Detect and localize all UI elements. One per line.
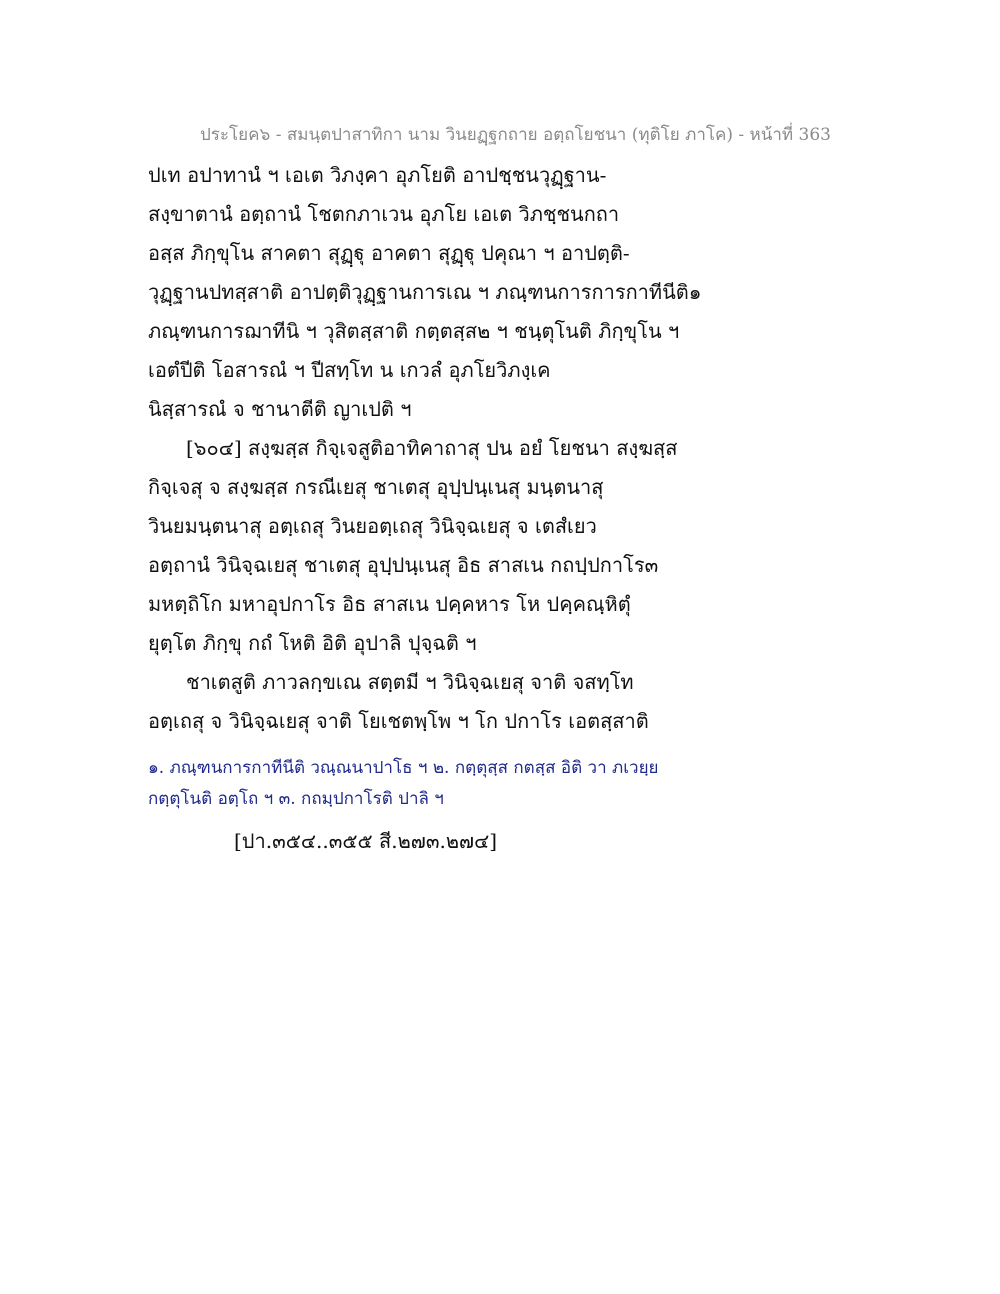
page-reference: [ปา.๓๕๔..๓๕๕ สี.๒๗๓.๒๗๔] — [234, 829, 498, 853]
body-line: เอตํปีติ โอสารณํ ฯ ปีสทฺโท น เกวลํ อุภโยวิภงฺเค — [148, 358, 551, 382]
body-line: สงฺขาตานํ อตฺถานํ โชตกภาเวน อุภโย เอเต วิภชฺชนกถา — [148, 202, 620, 226]
body-line: วุฏฺฐานปทสฺสาติ อาปตฺติวุฏฺฐานการเณ ฯ ภณฺฑนการการกาทีนีติ๑ — [148, 280, 702, 304]
body-line: อสฺส ภิกฺขุโน สาคตา สุฏฺฐุ อาคตา สุฏฺฐุ ปคุณา ฯ อาปตฺติ- — [148, 241, 630, 265]
body-line: ยุตฺโต ภิกฺขุ กถํ โหติ อิติ อุปาลิ ปุจฺฉติ ฯ — [148, 631, 477, 655]
footnote-line: กตฺตุโนติ อตฺโถ ฯ ๓. กถมฺปกาโรติ ปาลิ ฯ — [148, 789, 444, 809]
body-text — [148, 158, 702, 743]
body-line: [๖๐๔] สงฺฆสฺส กิจฺเจสูติอาทิคาถาสุ ปน อยํ โยชนา สงฺฆสฺส — [186, 436, 678, 460]
body-line: ปเท อปาทานํ ฯ เอเต วิภงฺคา อุภโยติ อาปชฺชนวุฏฺฐาน- — [148, 163, 607, 187]
footnotes — [148, 753, 688, 815]
page-header: ประโยค๖ - สมนฺตปาสาทิกา นาม วินยฏฺฐกถาย อตฺถโยชนา (ทุติโย ภาโค) - หน้าที่ 363 — [200, 125, 831, 145]
body-line: ภณฺฑนการฌาทีนิ ฯ วุสิตสฺสาติ กตฺตสฺส๒ ฯ ชนฺตุโนติ ภิกฺขุโน ฯ — [148, 319, 680, 343]
body-line: ชาเตสูติ ภาวลกฺขเณ สตฺตมี ฯ วินิจฺฉเยสุ จาติ จสทฺโท — [186, 670, 634, 694]
body-line: อตฺถานํ วินิจฺฉเยสุ ชาเตสุ อุปฺปนฺเนสุ อิธ สาสเน กถปฺปกาโร๓ — [148, 553, 659, 577]
body-line: กิจฺเจสุ จ สงฺฆสฺส กรณีเยสุ ชาเตสุ อุปฺปนฺเนสุ มนฺตนาสุ — [148, 475, 604, 499]
body-line: มหตฺถิโก มหาอุปกาโร อิธ สาสเน ปคฺคหาร โห ปคฺคณฺหิตุํ — [148, 592, 631, 616]
body-line: อตฺเถสุ จ วินิจฺฉเยสุ จาติ โยเชตพฺโพ ฯ โก ปกาโร เอตสฺสาติ — [148, 709, 649, 733]
body-line: นิสฺสารณํ จ ชานาตีติ ญาเปติ ฯ — [148, 397, 412, 421]
footnote-line: ๑. ภณฺฑนการกาทีนีติ วณฺณนาปาโธ ฯ ๒. กตฺตุสฺส กตสฺส อิติ วา ภเวยฺย — [148, 758, 659, 778]
body-line: วินยมนฺตนาสุ อตฺเถสุ วินยอตฺเถสุ วินิจฺฉเยสุ จ เตสํเยว — [148, 514, 597, 538]
